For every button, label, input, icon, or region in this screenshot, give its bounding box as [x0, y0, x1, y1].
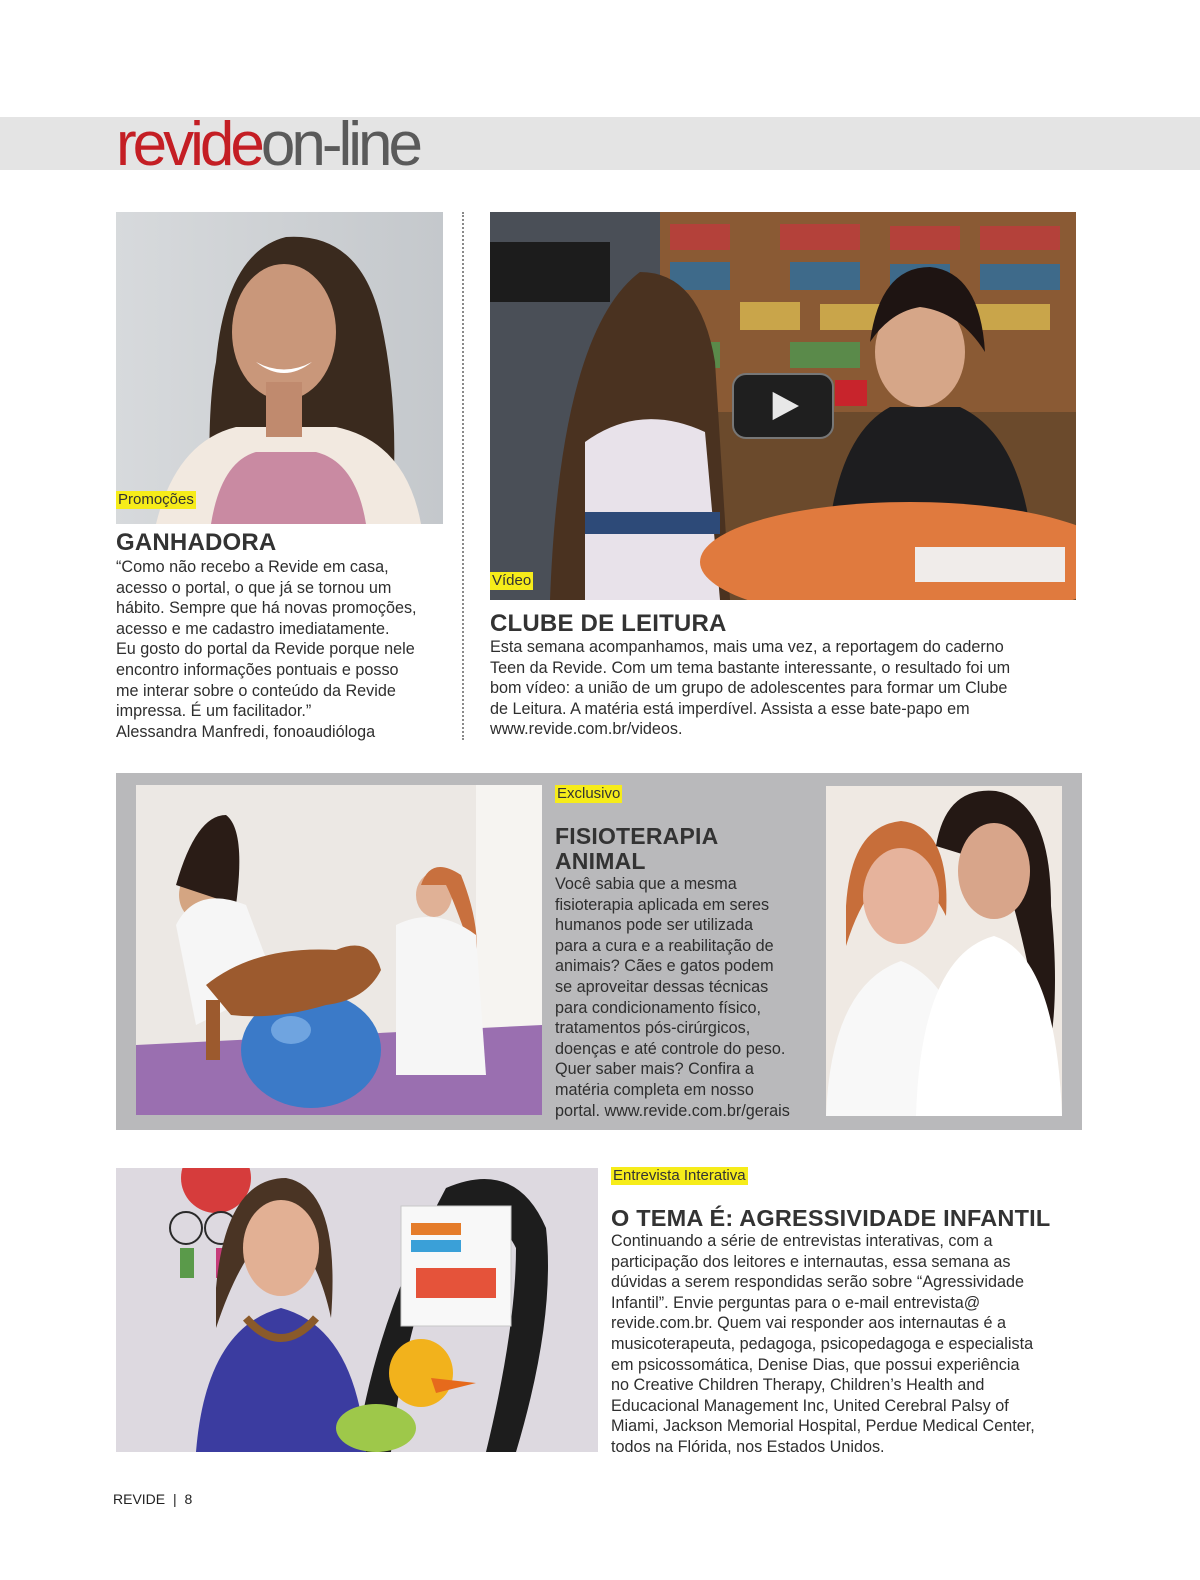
entrevista-line: em psicossomática, Denise Dias, que possui experiência [611, 1355, 1020, 1374]
entrevista-photo [116, 1168, 598, 1452]
entrevista-line: no Creative Children Therapy, Children’s Health and [611, 1376, 985, 1395]
entrevista-line: musicoterapeuta, pedagoga, psicopedagoga e especialista [611, 1334, 1034, 1353]
video-tag: Vídeo [492, 572, 532, 589]
quote-line: acesso e me cadastro imediatamente. [116, 619, 390, 638]
footer-magazine-name: REVIDE [113, 1491, 166, 1507]
fisio-line: fisioterapia aplicada em seres [555, 895, 770, 914]
ganhadora-tag-wrap [116, 491, 196, 509]
fisio-title-line1: FISIOTERAPIA [555, 823, 719, 849]
fisioterapia-photo-dog [136, 785, 542, 1115]
fisio-line: animais? Cães e gatos podem [555, 957, 774, 976]
fisio-body [555, 874, 820, 1121]
logo-red-text: revide [116, 110, 261, 179]
clube-line: bom vídeo: a união de um grupo de adolescentes para formar um Clube [490, 679, 1008, 698]
column-divider [462, 212, 464, 740]
fisio-line: Você sabia que a mesma [555, 875, 737, 893]
fisio-line: humanos pode ser utilizada [555, 916, 753, 935]
quote-line: “Como não recebo a Revide em casa, [116, 558, 389, 576]
fisio-line: matéria completa em nosso [555, 1080, 754, 1099]
fisioterapia-photo-women [826, 786, 1062, 1116]
quote-line: impressa. É um facilitador.” [116, 702, 312, 721]
fisio-line: para a cura e a reabilitação de [555, 936, 774, 955]
logo-gray-text: on-line [260, 110, 419, 179]
ganhadora-title: GANHADORA [116, 529, 277, 556]
ganhadora-photo [116, 212, 443, 524]
fisio-line: Quer saber mais? Confira a [555, 1060, 754, 1079]
entrevista-line: participação dos leitores e internautas, essa semana as [611, 1252, 1011, 1271]
quote-line: encontro informações pontuais e posso [116, 660, 399, 679]
fisio-line: doenças e até controle do peso. [555, 1039, 786, 1058]
quote-line: acesso o portal, o que já se tornou um [116, 578, 392, 597]
clube-body [490, 637, 1080, 740]
clube-line: de Leitura. A matéria está imperdível. Assista a esse bate-papo em [490, 699, 970, 718]
footer-separator: | [173, 1491, 177, 1507]
fisio-line: tratamentos pós-cirúrgicos, [555, 1019, 751, 1038]
clube-title: CLUBE DE LEITURA [490, 610, 727, 637]
entrevista-line: Miami, Jackson Memorial Hospital, Perdue Medical Center, [611, 1417, 1035, 1436]
clube-line: Teen da Revide. Com um tema bastante interessante, o resultado foi um [490, 658, 1011, 677]
entrevista-line: Educacional Management Inc, United Cerebral Palsy of [611, 1396, 1009, 1415]
entrevista-line: revide.com.br. Quem vai responder aos internautas é a [611, 1314, 1007, 1333]
play-button[interactable] [732, 373, 834, 439]
exclusivo-tag-wrap [555, 785, 622, 803]
promocoes-tag: Promoções [118, 491, 194, 508]
clube-line: Esta semana acompanhamos, mais uma vez, a reportagem do caderno [490, 638, 1004, 656]
ganhadora-quote [116, 557, 456, 742]
entrevista-line: Infantil”. Envie perguntas para o e-mail entrevista@ [611, 1293, 981, 1312]
page-number: 8 [184, 1491, 193, 1507]
entrevista-body [611, 1231, 1081, 1458]
page-footer [113, 1491, 192, 1507]
fisio-line: se aproveitar dessas técnicas [555, 977, 769, 996]
entrevista-tag-wrap [611, 1167, 748, 1185]
entrevista-line: todos na Flórida, nos Estados Unidos. [611, 1437, 885, 1456]
section-logo [116, 112, 419, 178]
quote-line: Eu gosto do portal da Revide porque nele [116, 640, 415, 659]
entrevista-line: Continuando a série de entrevistas interativas, com a [611, 1232, 993, 1250]
quote-line: me interar sobre o conteúdo da Revide [116, 681, 396, 700]
entrevista-title: O TEMA É: AGRESSIVIDADE INFANTIL [611, 1205, 1051, 1231]
quote-author: Alessandra Manfredi, fonoaudióloga [116, 722, 376, 741]
clube-line: www.revide.com.br/videos. [490, 720, 683, 739]
fisio-title-line2: ANIMAL [555, 848, 646, 874]
video-tag-wrap [490, 572, 533, 590]
entrevista-line: dúvidas a serem respondidas serão sobre “Agressividade [611, 1273, 1025, 1292]
fisio-line: portal. www.revide.com.br/gerais [555, 1101, 790, 1120]
quote-line: hábito. Sempre que há novas promoções, [116, 599, 417, 618]
entrevista-tag: Entrevista Interativa [613, 1167, 746, 1184]
fisio-line: para condicionamento físico, [555, 998, 762, 1017]
play-icon [734, 375, 832, 437]
exclusivo-tag: Exclusivo [557, 785, 621, 802]
